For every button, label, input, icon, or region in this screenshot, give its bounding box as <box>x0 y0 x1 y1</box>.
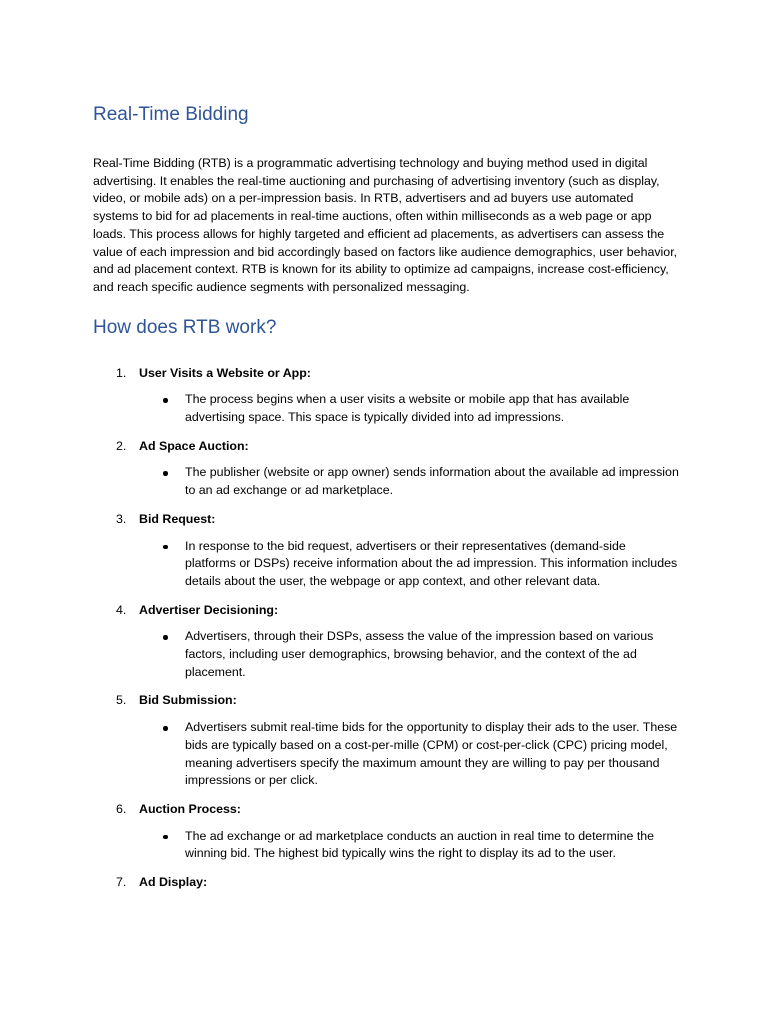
bullet-dot-icon <box>163 635 168 640</box>
step-number: 1. <box>116 365 127 380</box>
bullet-text: The ad exchange or ad marketplace conducts an auction in real time to determine the winning bid. The highest bid typically wins the right to display its ad to the user. <box>185 828 655 861</box>
step-number: 2. <box>116 438 127 453</box>
step-heading: Bid Submission: <box>139 693 237 708</box>
bullet-text: In response to the bid request, advertisers or their representatives (demand-side platforms or DSPs) receive information about the ad impression. This information includes details about the user, the webpage or app context, and other relevant data. <box>185 538 678 588</box>
bullet-dot-icon <box>163 398 168 403</box>
bullet-dot-icon <box>163 471 168 476</box>
step-bullets <box>139 538 680 591</box>
step-heading: Ad Space Auction: <box>139 438 249 453</box>
step-item <box>93 692 680 790</box>
bullet-text: The publisher (website or app owner) sends information about the available ad impression to an ad exchange or ad marketplace. <box>185 465 679 498</box>
intro-paragraph: Real-Time Bidding (RTB) is a programmatic advertising technology and buying method used in digital advertising. It enables the real-time auctioning and purchasing of advertising inventory (such as display, video, or mobile ads) on a per-impression basis. In RTB, advertisers and ad buyers use automated systems to bid for ad placements in real-time auctions, often within milliseconds as a web page or app loads. This process allows for highly targeted and efficient ad placements, as advertisers can assess the value of each impression and bid accordingly based on factors like audience demographics, user behavior, and ad placement context. RTB is known for its ability to optimize ad campaigns, increase cost-efficiency, and reach specific audience segments with personalized messaging. <box>93 156 678 294</box>
step-heading: Ad Display: <box>139 875 208 890</box>
step-item <box>93 511 680 591</box>
bullet-dot-icon <box>163 835 168 840</box>
step-bullets <box>139 628 680 681</box>
step-bullets <box>139 391 680 426</box>
step-item <box>93 874 680 892</box>
step-item <box>93 801 680 863</box>
step-number: 4. <box>116 602 127 617</box>
step-bullets <box>139 719 680 790</box>
step-item <box>93 438 680 500</box>
bullet-dot-icon <box>163 726 168 731</box>
bullet-dot-icon <box>163 545 168 550</box>
step-heading: Advertiser Decisioning: <box>139 602 279 617</box>
bullet-text: Advertisers submit real-time bids for the opportunity to display their ads to the user. These bids are typically based on a cost-per-mille (CPM) or cost-per-click (CPC) pricing model, meaning advertisers specify the maximum amount they are willing to pay per thousand impressions or per click. <box>185 720 678 788</box>
step-item <box>93 602 680 682</box>
bullet-text: Advertisers, through their DSPs, assess the value of the impression based on various factors, including user demographics, browsing behavior, and the context of the ad placement. <box>185 629 654 679</box>
step-number: 6. <box>116 801 127 816</box>
bullet-item <box>139 828 680 863</box>
step-heading: Bid Request: <box>139 511 216 526</box>
step-number: 5. <box>116 693 127 708</box>
bullet-item <box>139 464 680 499</box>
step-bullets <box>139 464 680 499</box>
section-heading: How does RTB work? <box>93 316 277 338</box>
bullet-item <box>139 628 680 681</box>
step-item <box>93 365 680 427</box>
step-number: 3. <box>116 511 127 526</box>
steps-list <box>93 365 680 892</box>
step-bullets <box>139 828 680 863</box>
step-number: 7. <box>116 875 127 890</box>
document-title: Real-Time Bidding <box>93 104 249 125</box>
step-heading: Auction Process: <box>139 801 241 816</box>
bullet-text: The process begins when a user visits a website or mobile app that has available advertising space. This space is typically divided into ad impressions. <box>185 392 630 425</box>
bullet-item <box>139 719 680 790</box>
step-heading: User Visits a Website or App: <box>139 365 311 380</box>
bullet-item <box>139 538 680 591</box>
bullet-item <box>139 391 680 426</box>
